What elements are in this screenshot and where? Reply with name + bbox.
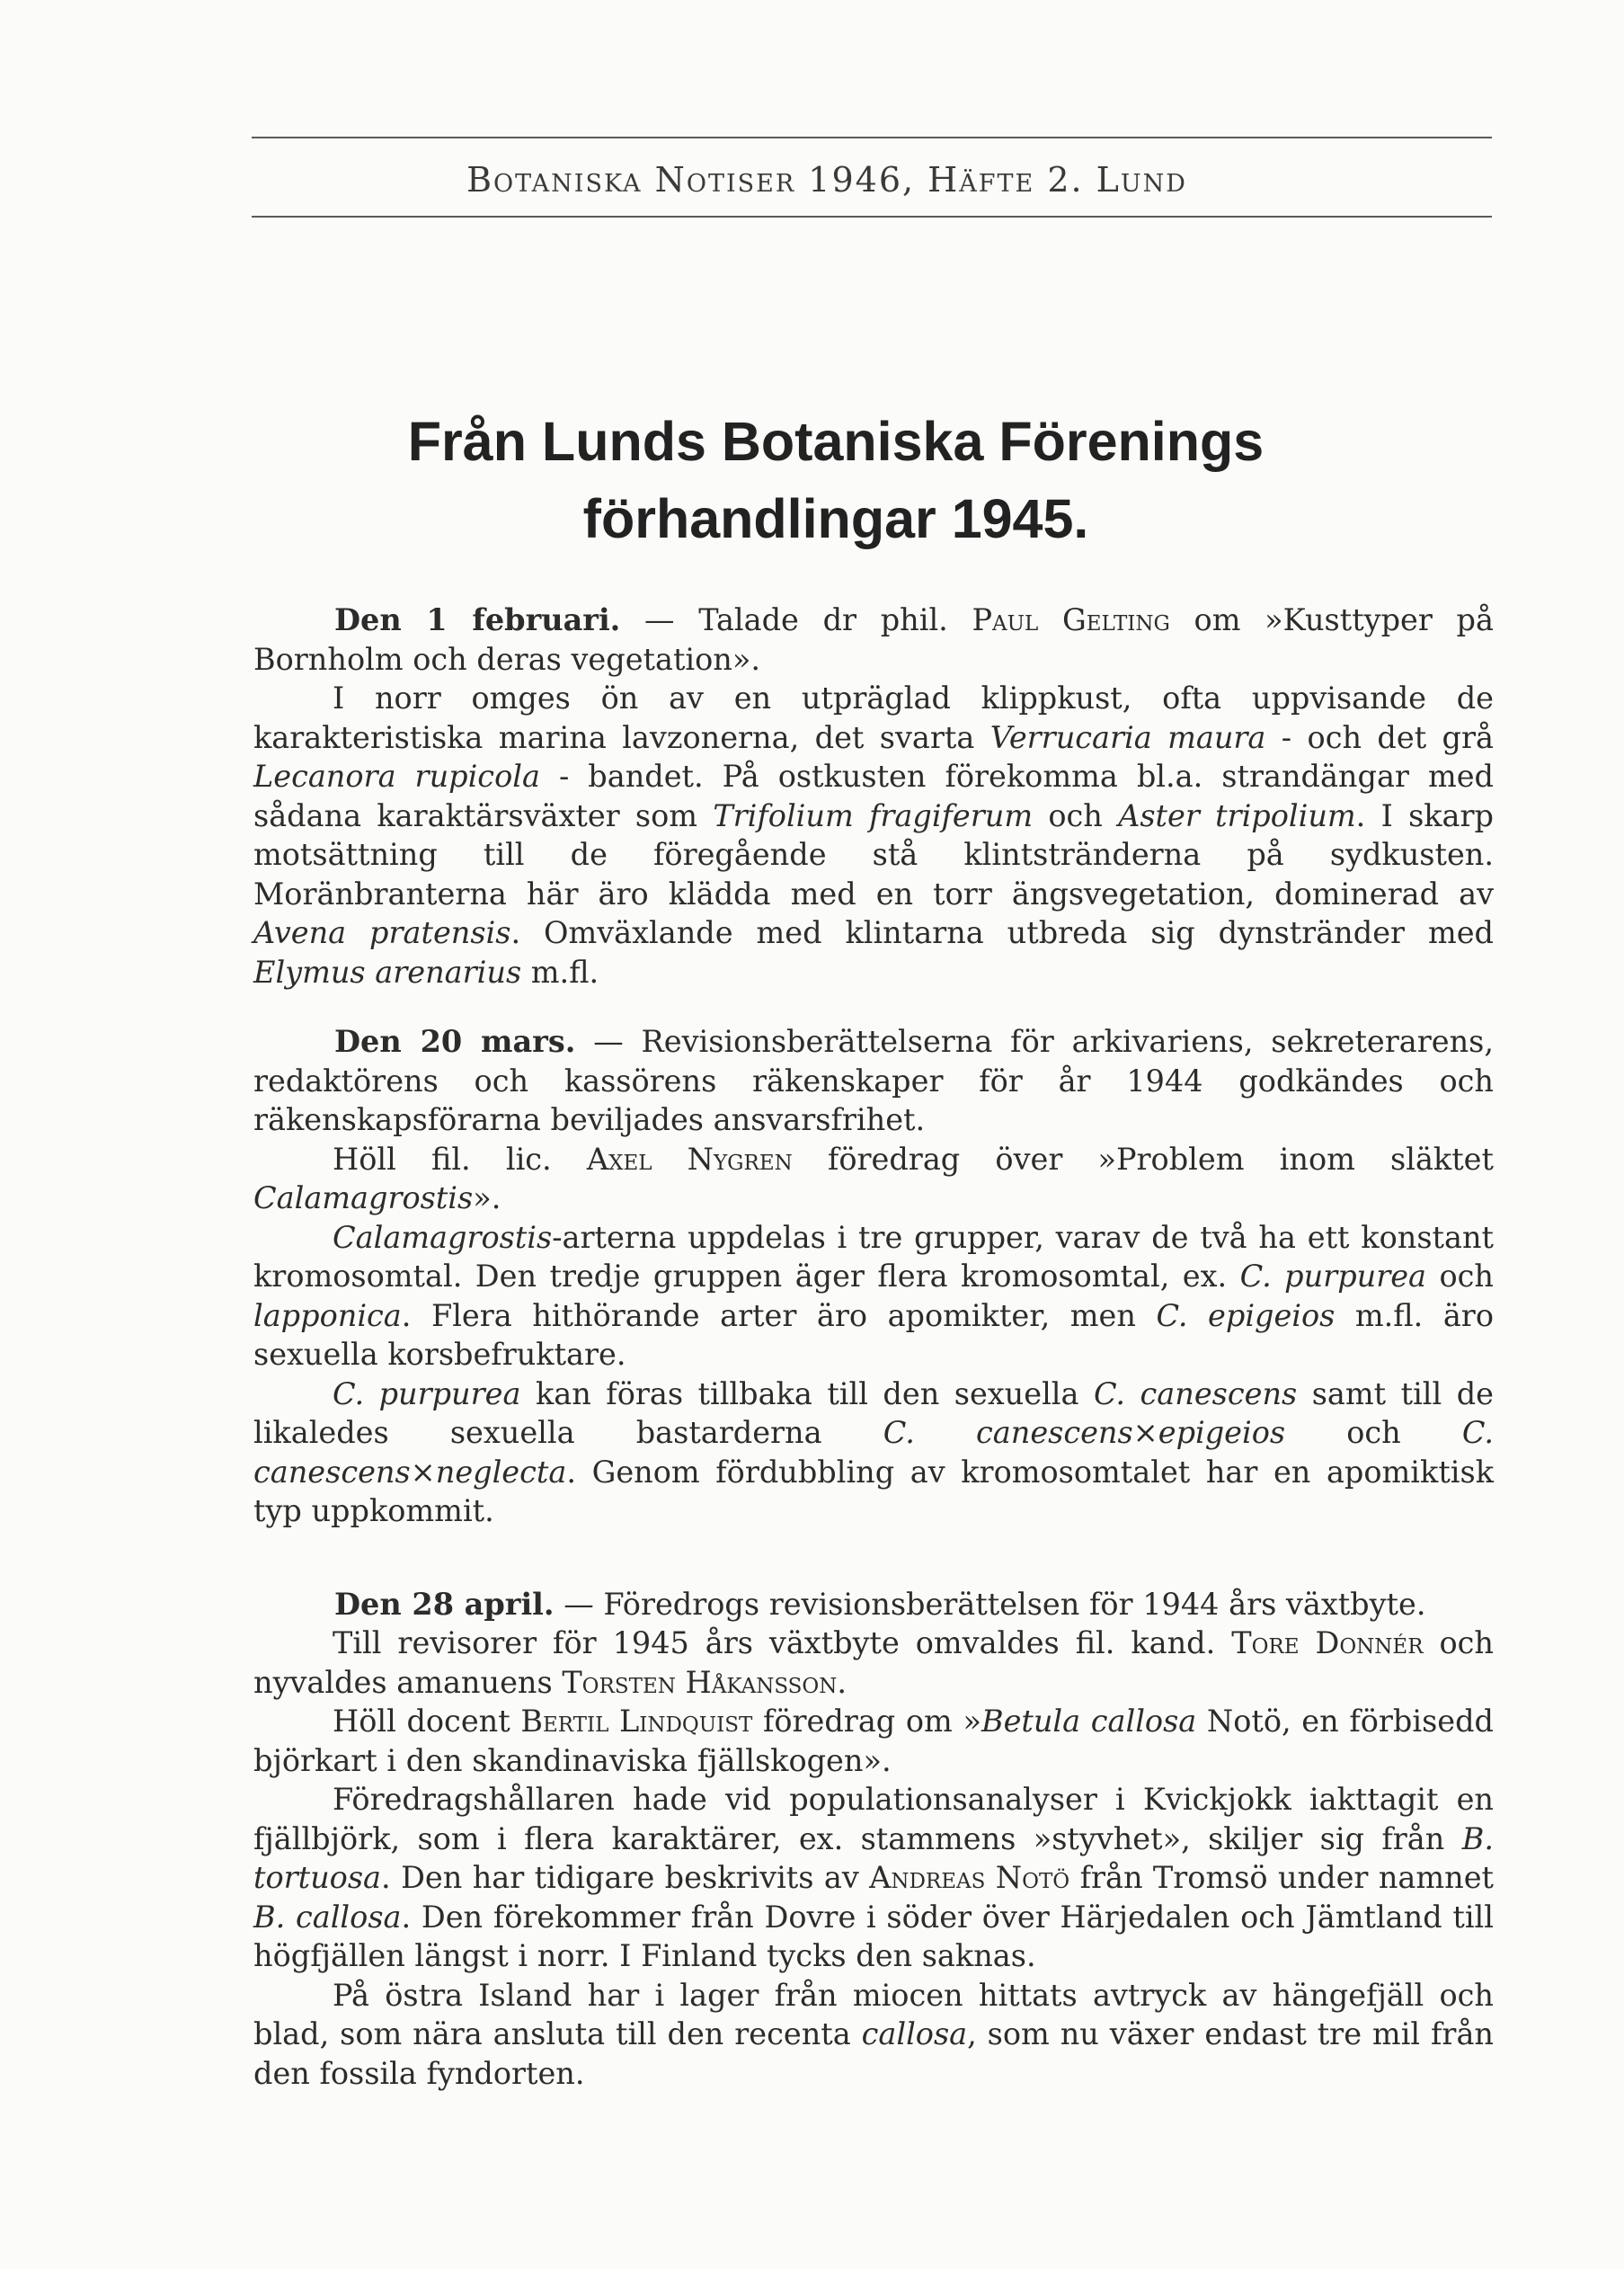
species-name: callosa [861, 2016, 968, 2051]
person-name: Tore Donnér [1231, 1625, 1424, 1660]
text: På östra Island har i lager från miocen hittats avtryck av hängefjäll och blad, som nära ansluta till den recenta [253, 1977, 1494, 2051]
running-head: Botaniska Notiser 1946, Häfte 2. Lund [466, 160, 1187, 200]
text: . I skarp motsättning till de föregående stå klintstränderna på sydkusten. Moränbranterna här äro klädda med en torr ängsvegetation, dominerad av [253, 797, 1494, 912]
entry-date: Den 20 mars. [334, 1024, 576, 1059]
article-title [207, 403, 1465, 557]
species-name: C. canescens×epigeios [883, 1415, 1286, 1450]
entry-march-paragraph-1 [253, 1218, 1494, 1375]
species-name: Betula callosa [981, 1704, 1197, 1739]
text: föredrag över »Problem inom släktet [792, 1141, 1494, 1177]
text: föredrag om » [752, 1704, 981, 1739]
text: . Den förekommer från Dovre i söder över Härjedalen och Jämtland till högfjällen längst i norr. I Finland tycks den saknas. [253, 1899, 1494, 1973]
text: och [1285, 1415, 1462, 1450]
text: ». [473, 1180, 501, 1215]
text: m.fl. äro sexuella korsbefruktare. [253, 1297, 1494, 1372]
entry-march-intro [253, 1022, 1494, 1140]
entry-april-intro [253, 1585, 1494, 1624]
speaker-name: Axel Nygren [586, 1141, 793, 1177]
species-name: B. tortuosa [253, 1820, 1494, 1895]
entry-march-paragraph-2 [253, 1375, 1494, 1531]
entry-date: Den 28 april. [334, 1586, 555, 1622]
species-name: C. canescens×neglecta [253, 1415, 1494, 1490]
text: — Föredrogs revisionsberättelsen för 1944 års växtbyte. [554, 1586, 1426, 1622]
text: -arterna uppdelas i tre grupper, varav de två ha ett konstant kromosomtal. Den tredje gruppen äger flera kromosomtal, ex. [253, 1219, 1494, 1294]
text: kan föras tillbaka till den sexuella [520, 1375, 1094, 1411]
genus-name: Calamagrostis [333, 1219, 553, 1255]
text: Till revisorer för 1945 års växtbyte omvaldes fil. kand. [333, 1625, 1232, 1660]
entry-april-paragraph-1 [253, 1780, 1494, 1976]
entry-february-paragraph [253, 679, 1494, 992]
genus-name: Calamagrostis [253, 1180, 474, 1215]
species-name: Elymus arenarius [253, 954, 522, 990]
article-body [253, 601, 1494, 2093]
speaker-name: Paul Gelting [972, 602, 1170, 637]
text: m.fl. [521, 954, 599, 990]
entry-march-lecture [253, 1140, 1494, 1218]
text: Föredragshållaren hade vid populationsanalyser i Kvickjokk iakttagit en fjällbjörk, som i flera karaktärer, ex. stammens »styvhet», skiljer sig från [253, 1782, 1494, 1856]
text: och nyvaldes amanuens [253, 1625, 1494, 1700]
text: - bandet. På ostkusten förekomma bl.a. strandängar med sådana karaktärsväxter som [253, 759, 1494, 833]
text: samt till de likaledes sexuella bastarderna [253, 1375, 1494, 1450]
text: . [837, 1664, 847, 1700]
text: . Genom fördubbling av kromosomtalet har en apomiktisk typ uppkommit. [253, 1454, 1494, 1528]
entry-february-intro [253, 601, 1494, 679]
entry-april-paragraph-2 [253, 1976, 1494, 2094]
text: från Tromsö under namnet [1069, 1860, 1494, 1895]
speaker-name: Bertil Lindquist [520, 1704, 753, 1739]
text: . Omväxlande med klintarna utbreda sig dynstränder med [510, 915, 1494, 950]
species-name: C. purpurea [1239, 1259, 1427, 1294]
species-name: Avena pratensis [253, 915, 511, 950]
species-name: Verrucaria maura [989, 719, 1266, 755]
top-rule [252, 137, 1492, 138]
species-name: C. canescens [1093, 1375, 1298, 1411]
title-line-2: förhandlingar 1945. [582, 488, 1089, 549]
text: . Flera hithörande arter äro apomikter, men [401, 1297, 1157, 1333]
text: och [1033, 797, 1119, 833]
person-name: Andreas Notö [869, 1860, 1070, 1895]
species-name: C. epigeios [1156, 1297, 1336, 1333]
species-name: Aster tripolium [1118, 797, 1356, 833]
species-name: lapponica [253, 1297, 402, 1333]
text: Notö, en förbisedd björkart i den skandinaviska fjällskogen». [253, 1704, 1494, 1778]
entry-april-auditors [253, 1624, 1494, 1702]
text: Höll fil. lic. [333, 1141, 587, 1177]
text: om »Kusttyper på Bornholm och deras vegetation». [253, 602, 1494, 677]
species-name: B. callosa [253, 1899, 402, 1935]
entry-april-lecture [253, 1702, 1494, 1780]
title-line-1: Från Lunds Botaniska Förenings [407, 411, 1265, 472]
text: Höll docent [333, 1704, 521, 1739]
entry-date: Den 1 februari. [334, 602, 621, 637]
text: - och det grå [1265, 719, 1494, 755]
text: I norr omges ön av en utpräglad klippkust, ofta uppvisande de karakteristiska marina lavzonerna, det svarta [253, 681, 1494, 755]
person-name: Torsten Håkansson [562, 1664, 838, 1700]
text: — Revisionsberättelserna för arkivariens, sekreterarens, redaktörens och kassörens räkenskaper för år 1944 godkändes och räkenskapsförarna beviljades ansvarsfrihet. [253, 1024, 1494, 1137]
text: . Den har tidigare beskrivits av [381, 1860, 870, 1895]
species-name: Lecanora rupicola [253, 759, 540, 794]
text: , som nu växer endast tre mil från den fossila fyndorten. [253, 2016, 1494, 2091]
text: — Talade dr phil. [620, 602, 972, 637]
header-rule [252, 216, 1492, 218]
text: och [1426, 1259, 1494, 1294]
species-name: C. purpurea [333, 1375, 521, 1411]
species-name: Trifolium fragiferum [713, 797, 1034, 833]
